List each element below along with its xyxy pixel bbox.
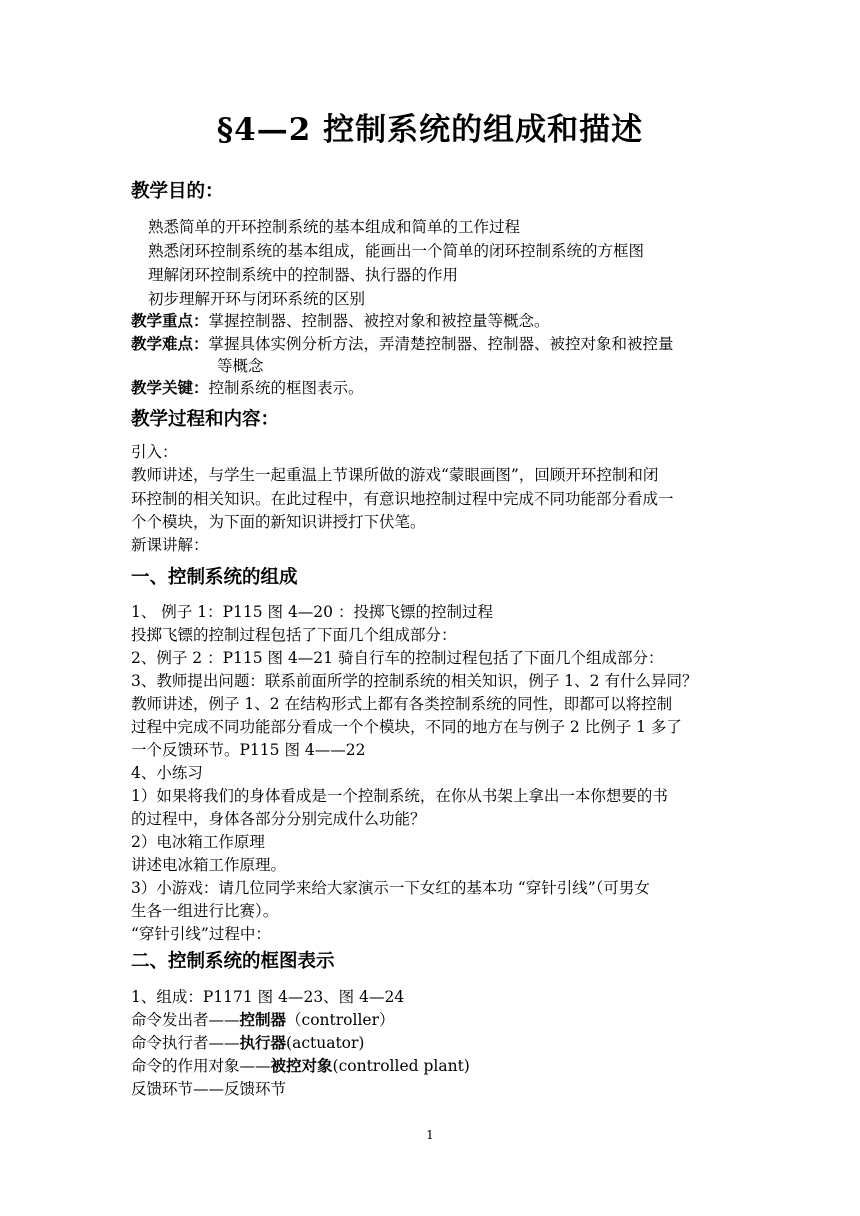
section1-line: 教师讲述，例子 1、2 在结构形式上都有各类控制系统的同性，即都可以将控制 [131, 695, 673, 713]
key-label: 教学关键： [131, 379, 209, 397]
definition-key: 被控对象 [270, 1057, 333, 1075]
section1-line: 过程中完成不同功能部分看成一个个模块，不同的地方在与例子 2 比例子 1 多了 [131, 718, 682, 736]
process-line: 新课讲解： [131, 536, 209, 554]
process-line: 环控制的相关知识。在此过程中，有意识地控制过程中完成不同功能部分看成一 [131, 490, 674, 508]
process-line: 教师讲述，与学生一起重温上节课所做的游戏“蒙眼画图”，回顾开环控制和闭 [131, 466, 659, 484]
definition-row [131, 1078, 731, 1100]
difficulty-label: 教学难点： [131, 335, 209, 353]
section1-line: 1）如果将我们的身体看成是一个控制系统，在你从书架上拿出一本你想要的书 [131, 787, 668, 805]
section1-line: “穿针引线”过程中： [131, 925, 271, 943]
page-number: 1 [426, 1128, 434, 1142]
section2-line: 1、组成：P1171 图 4—23、图 4—24 [131, 988, 405, 1006]
definition-english: （controller） [286, 1011, 395, 1029]
section1-line: 1、 例子 1：P115 图 4—20 ：投掷飞镖的控制过程 [131, 603, 493, 621]
process-heading: 教学过程和内容： [131, 409, 280, 430]
definition-english: (actuator) [286, 1034, 365, 1052]
key-point-label: 教学重点： [131, 312, 209, 330]
definition-row [131, 1055, 731, 1077]
section2-heading: 二、控制系统的框图表示 [131, 951, 335, 972]
definition-key: 执行器 [239, 1034, 287, 1052]
section1-line: 3）小游戏：请几位同学来给大家演示一下女红的基本功 “穿针引线”（可男女 [131, 879, 650, 897]
key-point-row [131, 310, 731, 332]
key-point-text: 掌握控制器、控制器、被控对象和被控量等概念。 [208, 312, 550, 330]
definition-row [131, 1032, 731, 1054]
key-row [131, 377, 731, 399]
difficulty-row [131, 333, 731, 355]
section1-line: 生各一组进行比赛）。 [131, 902, 279, 920]
section1-line: 4、小练习 [131, 764, 203, 782]
process-line: 引入： [131, 443, 178, 461]
definition-row [131, 1009, 731, 1031]
difficulty-text: 掌握具体实例分析方法，弄清楚控制器、控制器、被控对象和被控量 [208, 335, 674, 353]
objective-item: 熟悉简单的开环控制系统的基本组成和简单的工作过程 [148, 218, 521, 236]
section1-line: 一个反馈环节。P115 图 4——22 [131, 741, 366, 759]
section1-line: 2、例子 2 ：P115 图 4—21 骑自行车的控制过程包括了下面几个组成部分： [131, 649, 664, 667]
definition-term: 命令发出者—— [131, 1011, 240, 1029]
definition-key: 控制器 [239, 1011, 287, 1029]
section1-line: 的过程中，身体各部分分别完成什么功能？ [131, 810, 426, 828]
definition-term: 命令执行者—— [131, 1034, 240, 1052]
section1-line: 投掷飞镖的控制过程包括了下面几个组成部分： [131, 626, 457, 644]
page-title: §4—2 控制系统的组成和描述 [216, 112, 644, 148]
section1-line: 讲述电冰箱工作原理。 [131, 856, 287, 874]
objectives-heading: 教学目的： [131, 181, 224, 202]
definition-english: (controlled plant) [332, 1057, 470, 1075]
objective-item: 初步理解开环与闭环系统的区别 [148, 290, 366, 308]
objective-item: 熟悉闭环控制系统的基本组成，能画出一个简单的闭环控制系统的方框图 [148, 242, 645, 260]
key-text: 控制系统的框图表示。 [208, 379, 364, 397]
objective-item: 理解闭环控制系统中的控制器、执行器的作用 [148, 266, 459, 284]
section1-line: 3、教师提出问题：联系前面所学的控制系统的相关知识，例子 1、2 有什么异同？ [131, 672, 698, 690]
section1-heading: 一、控制系统的组成 [131, 567, 298, 588]
definition-term: 反馈环节——反馈环节 [131, 1080, 287, 1098]
definition-term: 命令的作用对象—— [131, 1057, 271, 1075]
section1-line: 2）电冰箱工作原理 [131, 833, 265, 851]
difficulty-text-cont: 等概念 [217, 357, 264, 375]
process-line: 个个模块，为下面的新知识讲授打下伏笔。 [131, 513, 426, 531]
